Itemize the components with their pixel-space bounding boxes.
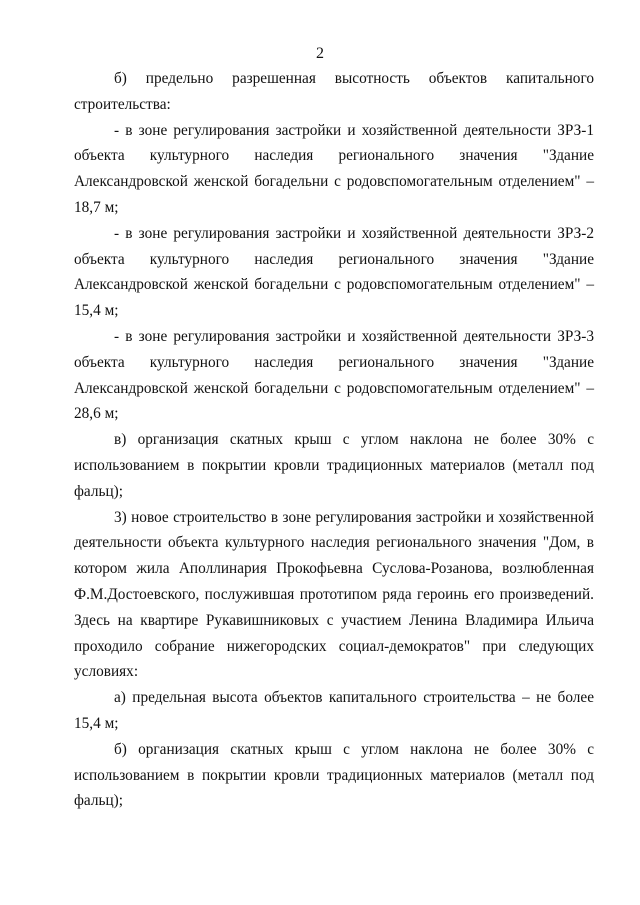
document-body: [74, 66, 594, 814]
paragraph-pitched-roofs: в) организация скатных крыш с углом наклона не более 30% с использованием в покрытии кровли традиционных материалов (металл под фальц);: [74, 431, 594, 500]
paragraph-zrz-2: - в зоне регулирования застройки и хозяйственной деятельности ЗРЗ-2 объекта культурного наследия регионального значения "Здание Александровской женской богадельни с родовспомогательным отделением" – 15,4 м;: [74, 224, 594, 320]
paragraph-new-construction: 3) новое строительство в зоне регулирования застройки и хозяйственной деятельности объекта культурного наследия регионального значения "Дом, в котором жила Аполлинария Прокофьевна Суслова-Розанова, возлюбленная Ф.М.Достоевского, послужившая прототипом ряда героинь его произведений. Здесь на квартире Рукавишниковых с участием Ленина Владимира Ильича проходило собрание нижегородских социал-демократов" при следующих условиях:: [74, 508, 594, 681]
paragraph-zrz-3: - в зоне регулирования застройки и хозяйственной деятельности ЗРЗ-3 объекта культурного наследия регионального значения "Здание Александровской женской богадельни с родовспомогательным отделением" – 28,6 м;: [74, 327, 594, 423]
paragraph-roof-materials: б) организация скатных крыш с углом наклона не более 30% с использованием в покрытии кровли традиционных материалов (металл под фальц);: [74, 740, 594, 810]
paragraph-height-limits-intro: б) предельно разрешенная высотность объектов капитального строительства:: [74, 70, 594, 113]
page-number: 2: [316, 45, 324, 62]
paragraph-zrz-1: - в зоне регулирования застройки и хозяйственной деятельности ЗРЗ-1 объекта культурного наследия регионального значения "Здание Александровской женской богадельни с родовспомогательным отделением" – 18,7 м;: [74, 121, 594, 216]
paragraph-max-height: а) предельная высота объектов капитального строительства – не более 15,4 м;: [74, 689, 594, 732]
